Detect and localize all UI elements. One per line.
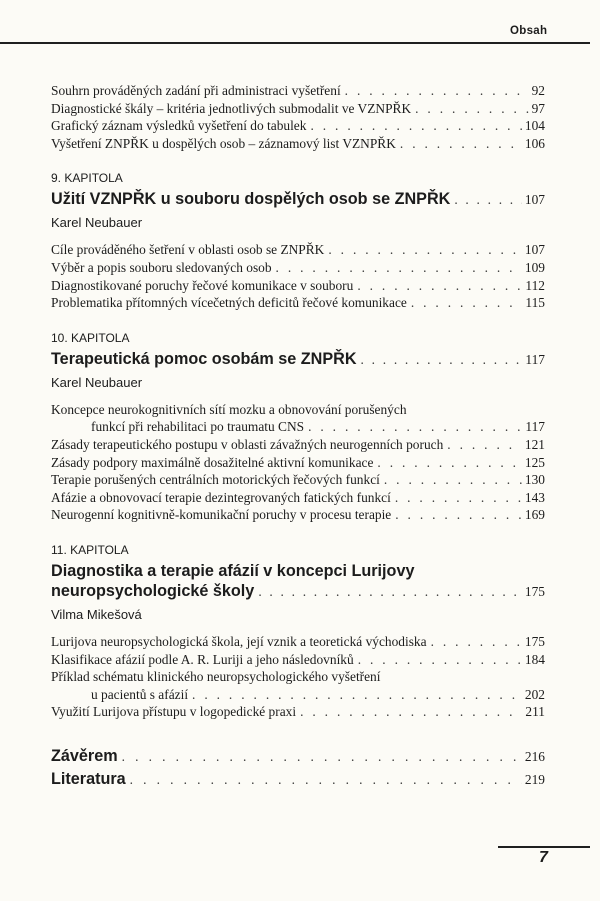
dot-leader [395,506,522,524]
chapter-11 [51,543,545,721]
toc-entry-title: Zásady podpory maximálně dosažitelné aktivní komunikace [51,454,374,470]
chapter-title: neuropsychologické školy [51,581,255,600]
dot-leader [431,633,522,651]
page-number: 7 [539,849,548,866]
toc-entry-page: 97 [531,100,545,116]
toc-entry-page: 92 [531,83,545,98]
toc-entry [51,259,545,277]
header-rule [0,42,590,44]
toc-entry [51,100,545,118]
dot-leader [357,277,522,295]
dot-leader [130,769,522,791]
toc-entry-page: 130 [524,472,545,488]
dot-leader [328,241,522,259]
toc-entry-title: u pacientů s afázií [91,686,189,702]
toc-entry [51,506,545,524]
toc-entry-title-line1: Příklad schématu klinického neuropsychologického vyšetření [51,669,381,685]
dot-leader [447,436,522,454]
toc-entry [51,651,545,669]
chapter-label: 9. KAPITOLA [51,171,123,186]
toc-entry-title: Vyšetření ZNPŘK u dospělých osob – záznamový list VZNPŘK [51,135,396,151]
toc-entry-title: Zásady terapeutického postupu v oblasti závažných neurogenních poruch [51,436,444,452]
toc-entry-page: 104 [524,118,545,134]
toc-entry-page: 219 [524,771,545,787]
chapter-page: 107 [524,192,545,208]
toc-entry [51,471,545,489]
toc-entry-page: 143 [524,489,545,505]
toc-entry-page: 216 [524,748,545,764]
table-of-contents [51,82,545,791]
dot-leader [400,135,522,153]
dot-leader [384,471,522,489]
toc-entry [51,294,545,312]
toc-entry-page: 175 [524,633,545,649]
toc-entry [51,241,545,259]
toc-entry-title: funkcí při rehabilitaci po traumatu CNS [91,419,305,435]
chapter-title-line1: Diagnostika a terapie afázií v koncepci Lurijovy [51,561,415,580]
toc-entry [51,436,545,454]
toc-top-entries [51,82,545,152]
chapter-author: Karel Neubauer [51,374,143,390]
chapter-label: 10. KAPITOLA [51,330,130,345]
dot-leader [258,582,522,602]
chapter-page: 175 [524,583,545,599]
dot-leader [454,190,522,210]
toc-entry-page: 115 [525,295,545,311]
chapter-title: Terapeutická pomoc osobám se ZNPŘK [51,349,357,368]
toc-entry-title: Využití Lurijova přístupu v logopedické praxi [51,704,297,720]
running-header: Obsah [510,25,548,37]
dot-leader [358,651,522,669]
toc-entry [51,135,545,153]
toc-entry-title: Lurijova neuropsychologická škola, její vznik a teoretická východiska [51,633,427,649]
toc-entry-title: Diagnostikované poruchy řečové komunikace v souboru [51,277,354,293]
chapter-page: 117 [525,351,545,367]
chapter-9 [51,171,545,311]
toc-entry-page: 117 [525,419,545,435]
toc-entry-page: 107 [524,242,545,258]
toc-entry [51,418,545,436]
toc-entry [51,117,545,135]
toc-entry [51,703,545,721]
chapter-author: Karel Neubauer [51,215,143,231]
dot-leader [361,350,523,370]
dot-leader [411,294,523,312]
chapter-title: Užití VZNPŘK u souboru dospělých osob se ZNPŘK [51,190,451,209]
dot-leader [276,259,522,277]
toc-entry-page: 106 [524,135,545,151]
chapter-10 [51,331,545,524]
toc-entry-title: Výběr a popis souboru sledovaných osob [51,259,272,275]
toc-entry-title: Grafický záznam výsledků vyšetření do tabulek [51,118,307,134]
toc-entry-title: Afázie a obnovovací terapie dezintegrovaných fatických funkcí [51,489,391,505]
toc-entry-title-line1: Koncepce neurokognitivních sítí mozku a obnovování porušených [51,401,407,417]
toc-entry-title: Závěrem [51,746,118,765]
toc-entry-title: Diagnostické škály – kritéria jednotlivých submodalit ve VZNPŘK [51,100,412,116]
toc-entry-page: 109 [524,259,545,275]
dot-leader [308,418,522,436]
dot-leader [192,686,522,704]
toc-entry-page: 121 [524,436,545,452]
toc-entry-page: 211 [525,704,545,720]
toc-entry-title: Souhrn prováděných zadání při administraci vyšetření [51,83,341,98]
toc-entry [51,454,545,472]
dot-leader [310,117,521,135]
chapter-label: 11. KAPITOLA [51,542,129,557]
toc-end-entries [51,745,545,791]
chapter-title-entry [51,189,545,210]
chapter-title-entry [51,349,545,370]
toc-entry-page: 125 [524,454,545,470]
dot-leader [345,82,529,100]
dot-leader [300,703,522,721]
dot-leader [122,746,522,768]
footer-rule [498,846,590,848]
toc-entry-page: 202 [524,686,545,702]
toc-entry-title: Neurogenní kognitivně-komunikační poruchy v procesu terapie [51,507,392,523]
toc-entry-bibliography [51,768,545,791]
dot-leader [395,489,522,507]
toc-entry [51,633,545,651]
dot-leader [415,100,528,118]
toc-entry-title: Cíle prováděného šetření v oblasti osob se ZNPŘK [51,242,325,258]
chapter-title-entry [51,581,545,602]
toc-entry-page: 112 [525,277,545,293]
toc-entry-title: Terapie porušených centrálních motorických řečových funkcí [51,472,380,488]
toc-entry [51,489,545,507]
dot-leader [377,454,522,472]
toc-entry [51,686,545,704]
toc-entry-title: Literatura [51,769,126,788]
toc-entry-page: 184 [524,651,545,667]
toc-entry [51,82,545,100]
chapter-author: Vilma Mikešová [51,606,142,622]
toc-entry [51,277,545,295]
toc-entry-title: Problematika přítomných vícečetných deficitů řečové komunikace [51,295,407,311]
toc-entry-page: 169 [524,507,545,523]
toc-entry-conclusion [51,745,545,768]
toc-entry-title: Klasifikace afázií podle A. R. Luriji a jeho následovníků [51,651,354,667]
